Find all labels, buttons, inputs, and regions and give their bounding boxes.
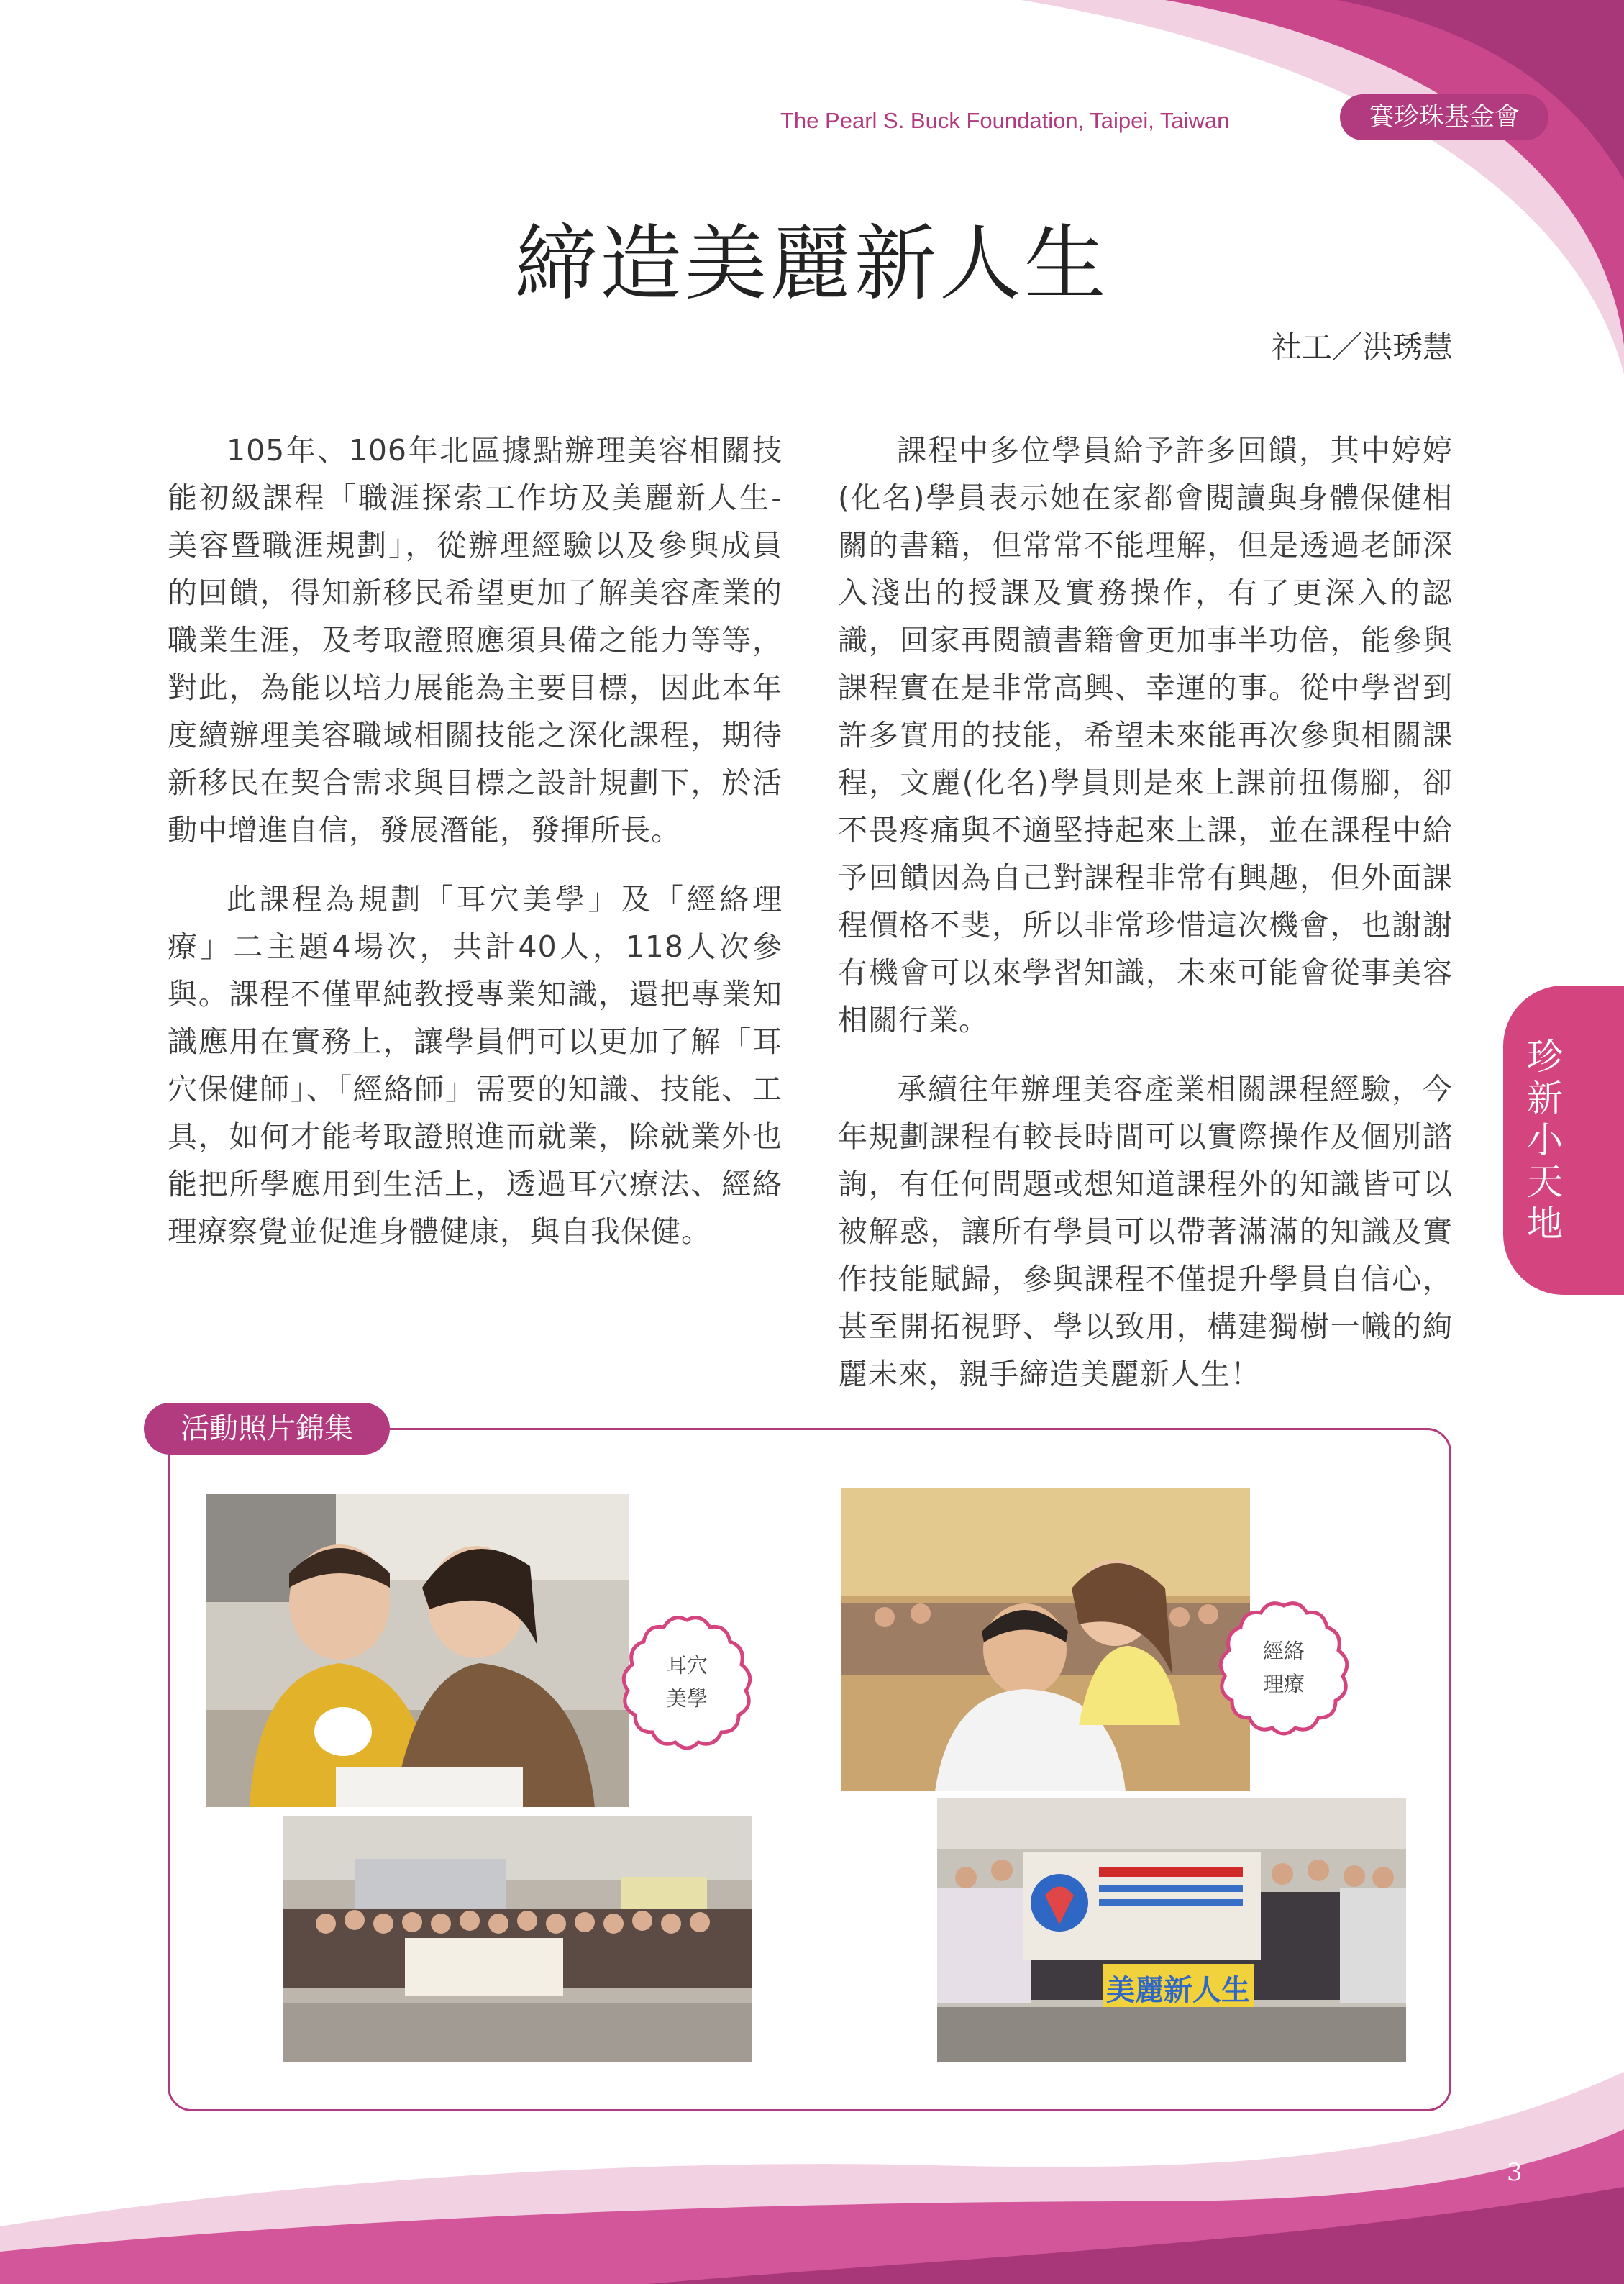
photo-meridian-therapy-class (841, 1488, 1250, 1791)
header-foundation-english: The Pearl S. Buck Foundation, Taipei, Taiwan (780, 108, 1230, 133)
paragraph: 課程中多位學員給予許多回饋，其中婷婷(化名)學員表示她在家都會閱讀與身體保健相關的書籍，但常常不能理解，但是透過老師深入淺出的授課及實務操作，有了更深入的認識，回家再閱讀書籍會更加事半功倍，能參與課程實在是非常高興、幸運的事。從中學習到許多實用的技能，希望未來能再次參與相關課程，文麗(化名)學員則是來上課前扭傷腳，卻不畏疼痛與不適堅持起來上課，並在課程中給予回饋因為自己對課程非常有興趣，但外面課程價格不斐，所以非常珍惜這次機會，也謝謝有機會可以來學習知識，未來可能會從事美容相關行業。 (838, 433, 1453, 1037)
bubble-meridian-therapy-label: 經絡 理療 (1262, 1639, 1305, 1696)
bubble-ear-acupoint (615, 1611, 759, 1755)
photo-group-left (283, 1816, 752, 2062)
paragraph: 此課程為規劃「耳穴美學」及「經絡理療」二主題4場次，共計40人，118人次參與。課程不僅單純教授專業知識，還把專業知識應用在實務上，讓學員們可以更加了解「耳穴保健師」、「經絡師」需要的知識、技能、工具，如何才能考取證照進而就業，除就業外也能把所學應用到生活上，透過耳穴療法、經絡理療察覺並促進身體健康，與自我保健。 (168, 882, 783, 1249)
page-number: 3 (1507, 2158, 1523, 2187)
photo-gallery-label: 活動照片錦集 (144, 1403, 390, 1455)
photo-ear-acupoint-class (206, 1494, 629, 1807)
article-title: 締造美麗新人生 (514, 216, 1109, 311)
photo-banner-text: 美麗新人生 (1106, 1974, 1250, 2007)
bubble-ear-acupoint-label: 耳穴 美學 (665, 1653, 708, 1711)
paragraph: 105年、106年北區據點辦理美容相關技能初級課程「職涯探索工作坊及美麗新人生-美容暨職涯規劃」，從辦理經驗以及參與成員的回饋，得知新移民希望更加了解美容產業的職業生涯，及考取證照應須具備之能力等等，對此，為能以培力展能為主要目標，因此本年度續辦理美容職域相關技能之深化課程，期待新移民在契合需求與目標之設計規劃下，於活動中增進自信，發展潛能，發揮所長。 (168, 433, 783, 847)
article-column-right (838, 427, 1453, 1419)
article-column-left (168, 427, 783, 1277)
header-foundation-badge: 賽珍珠基金會 (1340, 94, 1548, 140)
bubble-meridian-therapy (1212, 1597, 1356, 1741)
paragraph: 承續往年辦理美容產業相關課程經驗，今年規劃課程有較長時間可以實際操作及個別諮詢，有任何問題或想知道課程外的知識皆可以被解惑，讓所有學員可以帶著滿滿的知識及實作技能賦歸，參與課程不僅提升學員自信心，甚至開拓視野、學以致用，構建獨樹一幟的絢麗未來，親手締造美麗新人生！ (838, 1072, 1453, 1391)
photo-group-right (937, 1798, 1406, 2062)
section-side-tab-label: 珍新小天地 (1527, 1036, 1563, 1245)
article-author: 社工／洪琇慧 (1271, 329, 1453, 365)
